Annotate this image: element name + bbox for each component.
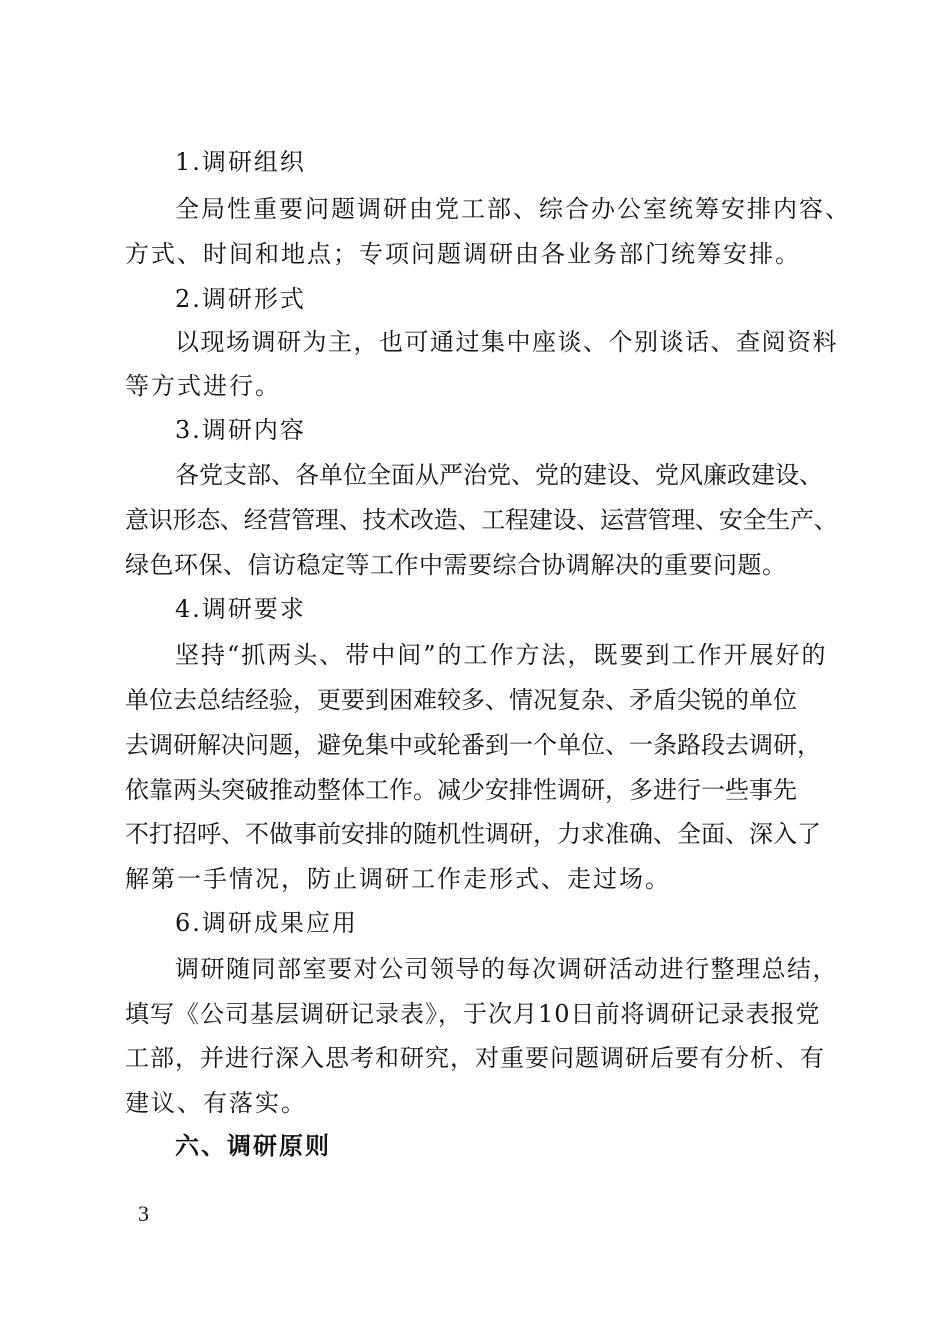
paragraph-line: 等方式进行。 xyxy=(125,372,281,400)
paragraph-line: 坚持“抓两头、带中间”的工作方法，既要到工作开展好的 xyxy=(175,641,828,669)
paragraph-line: 意识形态、经营管理、技术改造、工程建设、运营管理、安全生产、 xyxy=(125,506,838,534)
section-heading: 2.调研形式 xyxy=(175,285,306,313)
paragraph-line: 方式、时间和地点；专项问题调研由各业务部门统筹安排。 xyxy=(125,240,801,268)
paragraph-line: 去调研解决问题，避免集中或轮番到一个单位、一条路段去调研， xyxy=(125,731,821,759)
paragraph-line: 填写《公司基层调研记录表》，于次月10日前将调研记录表报党 xyxy=(125,1000,821,1028)
page-number: 3 xyxy=(138,1201,149,1226)
section-heading: 1.调研组织 xyxy=(175,148,306,176)
paragraph-line: 绿色环保、信访稳定等工作中需要综合协调解决的重要问题。 xyxy=(125,551,787,579)
paragraph-line: 解第一手情况，防止调研工作走形式、走过场。 xyxy=(125,865,671,893)
paragraph-line: 单位去总结经验，更要到困难较多、情况复杂、矛盾尖锐的单位 xyxy=(125,686,797,714)
paragraph-line: 不打招呼、不做事前安排的随机性调研，力求准确、全面、深入了 xyxy=(125,820,821,848)
paragraph-line: 建议、有落实。 xyxy=(125,1089,307,1117)
chapter-heading: 六、调研原则 xyxy=(175,1132,331,1160)
paragraph-line: 全局性重要问题调研由党工部、综合办公室统筹安排内容、 xyxy=(175,195,851,223)
paragraph-line: 以现场调研为主，也可通过集中座谈、个别谈话、查阅资料 xyxy=(175,328,838,356)
paragraph-line: 各党支部、各单位全面从严治党、党的建设、党风廉政建设、 xyxy=(175,461,823,489)
paragraph-line: 工部，并进行深入思考和研究，对重要问题调研后要有分析、有 xyxy=(125,1044,825,1072)
section-heading: 6.调研成果应用 xyxy=(175,909,358,937)
paragraph-line: 依靠两头突破推动整体工作。减少安排性调研，多进行一些事先 xyxy=(125,776,797,804)
section-heading: 3.调研内容 xyxy=(175,416,306,444)
paragraph-line: 调研随同部室要对公司领导的每次调研活动进行整理总结， xyxy=(175,955,838,983)
section-heading: 4.调研要求 xyxy=(175,595,306,623)
